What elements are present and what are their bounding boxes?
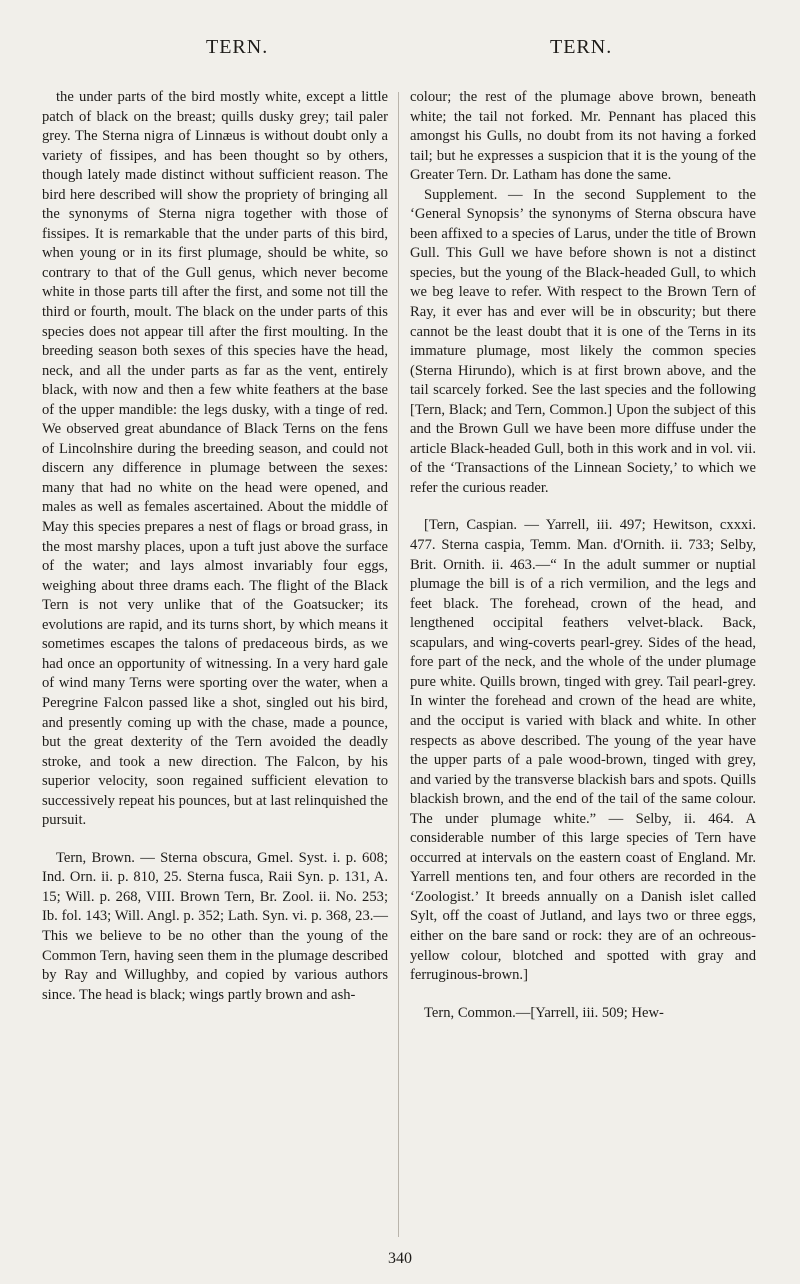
right-paragraph-common-tern: Tern, Common.—[Yarrell, iii. 509; Hew- bbox=[424, 1004, 664, 1021]
column-divider bbox=[398, 92, 399, 1237]
page-number: 340 bbox=[388, 1250, 412, 1267]
left-column bbox=[42, 88, 388, 1005]
right-paragraph-caspian-tern: [Tern, Caspian. — Yarrell, iii. 497; Hewitson, cxxxi. 477. Sterna caspia, Temm. Man. d'Ornith. ii. 733; Selby, Brit. Ornith. ii. 463.—“ In the adult summer or nuptial plumage the bill is of a rich vermilion, and the legs and feet black. The forehead, crown of the head, and lengthened occipital feathers velvet-black. Back, scapulars, and wing-coverts pearl-grey. Sides of the head, fore part of the neck, and the whole of the under plumage pure white. Quills brown, tinged with grey. Tail pearl-grey. In winter the forehead and crown of the head are white, and the occiput is varied with black and white. In other respects as above described. The young of the year have the upper parts of a pale wood-brown, tinged with grey, and varied by the transverse blackish bars and spots. Quills blackish brown, and the end of the tail of the same colour. The under plumage white.” — Selby, ii. 464. A considerable number of this large species of Tern have occurred at intervals on the eastern coast of England. Mr. Yarrell mentions ten, and four others are recorded in the ‘Zoologist.’ It breeds annually on a Danish islet called Sylt, off the coast of Jutland, and lays two or three eggs, either on the bare sand or rock: they are of an ochreous-yellow colour, blotched and spotted with gray and ferruginous-brown.] bbox=[410, 517, 756, 984]
left-paragraph-brown-tern: Tern, Brown. — Sterna obscura, Gmel. Syst. i. p. 608; Ind. Orn. ii. p. 810, 25. Sterna fusca, Raii Syn. p. 131, A. 15; Will. p. 268, VIII. Brown Tern, Br. Zool. ii. No. 253; Ib. fol. 143; Will. Angl. p. 352; Lath. Syn. vi. p. 368, 23.—This we believe to be no other than the young of the Common Tern, having seen them in the plumage described by Ray and Willughby, and copied by various authors since. The head is black; wings partly brown and ash- bbox=[42, 849, 388, 1003]
running-head-left: TERN. bbox=[206, 36, 269, 58]
right-paragraph-supplement: Supplement. — In the second Supplement to the ‘General Synopsis’ the synonyms of Sterna obscura have been affixed to a species of Larus, under the title of Brown Gull. This Gull we have before shown is not a distinct species, but the young of the Black-headed Gull, to which we beg leave to refer. With respect to the Brown Tern of Ray, it ever has and ever will be in obscurity; but there cannot be the least doubt that it is one of the Terns in its immature plumage, most likely the common species (Sterna Hirundo), which is at first brown above, and the tail scarcely forked. See the last species and the following [Tern, Black; and Tern, Common.] Upon the subject of this and the Brown Gull we have been more diffuse under the article Black-headed Gull, both in this work and in vol. vii. of the ‘Transactions of the Linnean Society,’ to which we refer the curious reader. bbox=[410, 186, 756, 496]
right-paragraph-continuation: colour; the rest of the plumage above brown, beneath white; the tail not forked. Mr. Pennant has placed this amongst his Gulls, no doubt from its not having a forked tail; but he expresses a suspicion that it is the young of the Greater Tern. Dr. Latham has done the same. bbox=[410, 89, 756, 184]
right-column bbox=[410, 88, 756, 1023]
left-paragraph-black-tern: the under parts of the bird mostly white, except a little patch of black on the breast; quills dusky grey; tail paler grey. The Sterna nigra of Linnæus is without doubt only a variety of fissipes, and has been thought so by others, though lately made distinct without sufficient reason. The bird here described will show the propriety of bringing all the synonyms of Sterna nigra together with those of fissipes. It is remarkable that the under parts of this bird, when young or in its first plumage, should be white, so contrary to that of the Gull genus, which never become white in those parts till after the first, and some not till the third or fourth, moult. The black on the under parts of this species does not appear till after the first moulting. In the breeding season both sexes of this species have the head, neck, and all the under parts as far as the vent, entirely black, with now and then a few white feathers at the base of the upper mandible: the legs dusky, with a tinge of red. We observed great abundance of Black Terns on the fens of Lincolnshire during the breeding season, and could not discern any difference in plumage between the sexes: many that had no white on the head were opened, and males as well as females ascertained. About the middle of May this species prepares a nest of flags or broad grass, in the most marshy places, upon a tuft just above the surface of the water; and lays almost invariably four eggs, weighing about three drams each. The flight of the Black Tern is not very unlike that of the Goatsucker; its evolutions are rapid, and its turns short, by which means it sometimes escapes the talons of predaceous birds, as we had once an opportunity of witnessing. In a very hard gale of wind many Terns were sporting over the water, when a Peregrine Falcon passed like a shot, singled out his bird, and presently coming up with the chase, made a pounce, but the great dexterity of the Tern avoided the deadly stroke, and took a new direction. The Falcon, by his superior velocity, soon regained sufficient elevation to successively repeat his pounces, but at last relinquished the pursuit. bbox=[42, 89, 388, 829]
running-head-right: TERN. bbox=[550, 36, 613, 58]
